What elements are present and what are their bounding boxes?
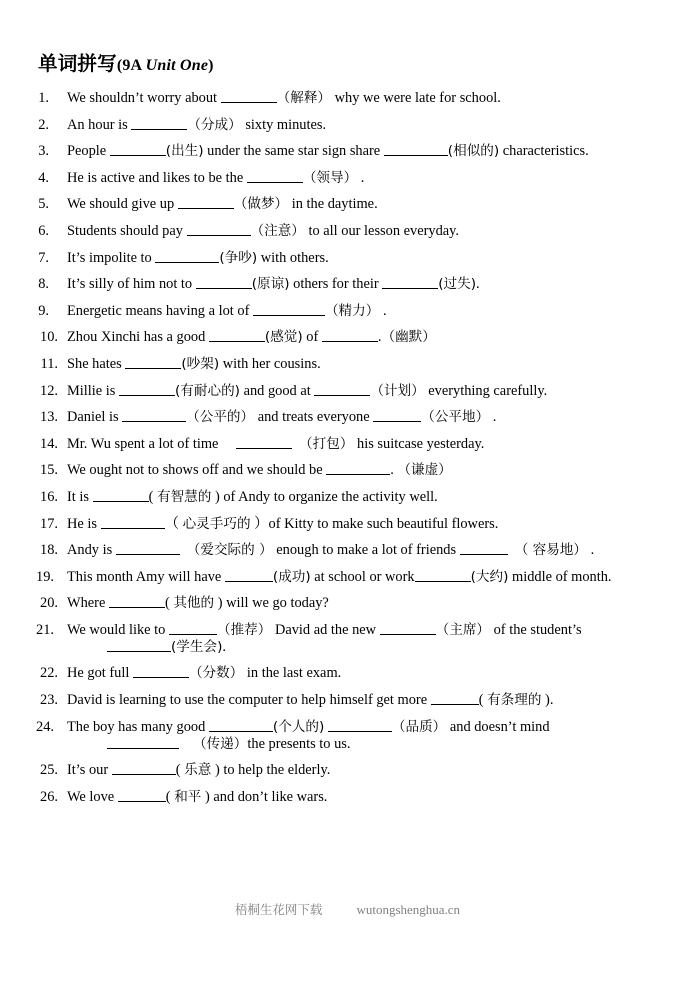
sentence-fragment: characteristics. <box>499 143 589 160</box>
chinese-hint: (相似的) <box>447 143 500 160</box>
sentence-fragment: middle of month. <box>508 568 612 585</box>
question-text <box>67 170 658 187</box>
sentence-fragment: . <box>357 169 365 186</box>
chinese-hint: 心灵手巧的 <box>182 515 251 532</box>
question-item <box>36 143 658 160</box>
chinese-hint: （分成） <box>187 116 242 133</box>
question-number: 4. <box>38 169 49 186</box>
chinese-hint: （打包） <box>299 435 354 452</box>
answer-blank[interactable] <box>155 250 219 263</box>
question-item <box>36 692 658 709</box>
question-number: 22. <box>40 665 58 682</box>
sentence-fragment: Zhou Xinchi has a good <box>67 329 209 346</box>
sentence-fragment: ( <box>165 788 175 805</box>
sentence-fragment: to all our lesson everyday. <box>304 222 460 239</box>
question-item <box>36 489 658 506</box>
chinese-hint: （分数） <box>188 665 244 682</box>
question-item <box>36 170 658 187</box>
chinese-hint: （精力） <box>324 302 380 319</box>
sentence-fragment: Energetic means having a lot of <box>67 302 253 319</box>
question-text <box>67 117 658 134</box>
sentence-fragment: Andy is <box>67 542 116 559</box>
question-number: 8. <box>38 276 49 293</box>
sentence-fragment: with her cousins. <box>219 355 321 372</box>
sentence-fragment: This month Amy will have <box>67 568 225 585</box>
chinese-hint: (成功) <box>272 568 311 585</box>
sentence-fragment: We ought not to shows off and we should be <box>67 462 327 479</box>
question-item <box>36 665 658 682</box>
sentence-fragment: We would like to <box>67 621 169 638</box>
chinese-hint: 其他的 <box>173 595 215 612</box>
answer-blank[interactable] <box>196 276 252 289</box>
question-number: 23. <box>40 692 58 709</box>
sentence-fragment: the presents to us. <box>247 735 351 752</box>
chinese-hint: （计划） <box>370 382 425 399</box>
question-number: 20. <box>40 595 58 612</box>
chinese-hint: （解释） <box>276 90 332 106</box>
sentence-fragment: . <box>489 409 497 426</box>
question-list <box>36 90 658 815</box>
question-text <box>67 356 658 373</box>
chinese-hint: （幽默） <box>381 329 436 346</box>
answer-blank[interactable] <box>380 622 436 635</box>
sentence-fragment: ). <box>541 692 554 709</box>
question-text <box>67 436 658 453</box>
page-footer <box>0 900 695 918</box>
sentence-fragment: Where <box>67 595 109 612</box>
question-item <box>36 329 658 346</box>
answer-blank[interactable] <box>221 90 277 103</box>
chinese-hint: （推荐） <box>216 621 272 638</box>
question-number: 26. <box>40 788 58 805</box>
chinese-hint: （公平的） <box>186 409 255 426</box>
chinese-hint: 和平 <box>174 788 202 805</box>
sentence-fragment: It’s silly of him not to <box>67 276 196 293</box>
question-number: 9. <box>38 302 49 319</box>
question-item <box>36 719 658 753</box>
question-number: 14. <box>40 435 58 452</box>
chinese-hint: 有智慧的 <box>156 488 212 505</box>
question-item <box>36 117 658 134</box>
question-number: 21. <box>36 621 54 638</box>
sentence-fragment: with others. <box>257 249 329 266</box>
answer-blank[interactable] <box>415 569 471 582</box>
answer-blank[interactable] <box>93 489 149 502</box>
question-number: 19. <box>36 568 54 585</box>
question-number: 12. <box>40 382 58 399</box>
question-item <box>36 303 658 320</box>
page-title <box>38 52 214 76</box>
chinese-hint: (感觉) <box>264 329 303 346</box>
sentence-fragment: It’s impolite to <box>67 249 156 266</box>
question-text <box>67 329 658 346</box>
answer-blank[interactable] <box>373 409 421 422</box>
question-text <box>67 569 658 586</box>
answer-blank[interactable] <box>178 196 234 209</box>
question-number: 24. <box>36 718 54 735</box>
question-text <box>67 276 658 293</box>
sentence-fragment: ( <box>478 692 488 709</box>
chinese-hint: （爱交际的 ） <box>186 542 273 559</box>
sentence-fragment: his suitcase yesterday. <box>353 435 485 452</box>
answer-blank[interactable] <box>107 736 179 749</box>
chinese-hint: （ 容易地） <box>514 542 587 559</box>
sentence-fragment: He is active and likes to be the <box>67 169 247 186</box>
question-text <box>67 250 658 267</box>
chinese-hint: （主席） <box>435 621 491 638</box>
answer-blank[interactable] <box>382 276 438 289</box>
question-text <box>67 516 658 533</box>
answer-blank[interactable] <box>122 409 186 422</box>
answer-blank[interactable] <box>110 143 166 156</box>
sentence-fragment: We should give up <box>67 196 178 213</box>
sentence-fragment: Mr. Wu spent a lot of time <box>67 435 223 452</box>
question-item <box>36 383 658 400</box>
sentence-fragment: David ad the new <box>271 621 380 638</box>
sentence-fragment: ) to help the elderly. <box>211 762 331 779</box>
question-text <box>67 462 658 479</box>
chinese-hint: (个人的) <box>272 718 325 735</box>
sentence-fragment: in the last exam. <box>243 665 342 682</box>
sentence-fragment: . <box>476 276 480 293</box>
question-text <box>67 489 658 506</box>
chinese-hint: (过失) <box>438 276 477 293</box>
chinese-hint: （领导） <box>302 169 358 186</box>
question-text <box>67 542 658 559</box>
sentence-fragment: We shouldn’t worry about <box>67 90 221 106</box>
question-item <box>36 196 658 213</box>
question-item <box>36 789 658 806</box>
answer-blank[interactable] <box>118 789 166 802</box>
sentence-fragment: Millie is <box>67 382 119 399</box>
chinese-hint: 有条理的 <box>487 692 542 709</box>
answer-blank[interactable] <box>236 436 292 449</box>
answer-blank[interactable] <box>209 719 273 732</box>
answer-blank[interactable] <box>328 719 392 732</box>
question-item <box>36 356 658 373</box>
chinese-hint: (争吵) <box>219 249 258 266</box>
page-title-level: 9A <box>122 57 142 74</box>
question-item <box>36 516 658 533</box>
chinese-hint: （品质） <box>391 718 447 735</box>
sentence-fragment: Students should pay <box>67 222 187 239</box>
question-number: 16. <box>40 488 58 505</box>
question-number: 17. <box>40 515 58 532</box>
answer-blank[interactable] <box>326 462 390 475</box>
chinese-hint: (大约) <box>470 568 509 585</box>
sentence-fragment: . <box>379 302 387 319</box>
question-text <box>67 789 658 806</box>
chinese-hint: （传递） <box>193 735 248 752</box>
sentence-fragment: and good at <box>239 382 315 399</box>
answer-blank[interactable] <box>314 383 370 396</box>
question-text <box>67 196 658 213</box>
question-text <box>67 303 658 320</box>
sentence-fragment: and treats everyone <box>254 409 374 426</box>
chinese-hint: (有耐心的) <box>174 382 240 399</box>
chinese-hint: (吵架) <box>181 355 220 372</box>
sentence-fragment: ( <box>175 762 185 779</box>
question-item <box>36 622 658 656</box>
chinese-hint: （做梦） <box>233 196 289 213</box>
question-text <box>67 622 658 656</box>
sentence-fragment: . <box>377 329 382 346</box>
answer-blank[interactable] <box>431 692 479 705</box>
chinese-hint: 乐意 <box>184 762 212 779</box>
question-number: 1. <box>38 90 49 106</box>
sentence-fragment: ) will we go today? <box>214 595 329 612</box>
answer-blank[interactable] <box>116 542 180 555</box>
question-text <box>67 595 658 612</box>
sentence-fragment: Daniel is <box>67 409 123 426</box>
answer-blank[interactable] <box>187 223 251 236</box>
sentence-fragment: of <box>302 329 322 346</box>
question-item <box>36 223 658 240</box>
answer-blank[interactable] <box>125 356 181 369</box>
question-item <box>36 409 658 426</box>
answer-blank[interactable] <box>322 329 378 342</box>
question-number: 10. <box>40 329 58 346</box>
question-text <box>67 692 658 709</box>
answer-blank[interactable] <box>247 170 303 183</box>
chinese-hint: （公平地） <box>421 409 490 426</box>
sentence-fragment: of the student’s <box>490 621 582 638</box>
sentence-fragment: . <box>587 542 595 559</box>
sentence-fragment: We love <box>67 788 118 805</box>
sentence-fragment: why we were late for school. <box>331 90 501 106</box>
sentence-fragment: An hour is <box>67 116 132 133</box>
question-text <box>67 665 658 682</box>
question-text <box>67 383 658 400</box>
sentence-fragment: The boy has many good <box>67 718 209 735</box>
answer-blank[interactable] <box>101 516 165 529</box>
question-number: 15. <box>40 462 58 479</box>
question-number: 7. <box>38 249 49 266</box>
question-item <box>36 276 658 293</box>
question-number: 2. <box>38 116 49 133</box>
chinese-hint: (学生会) <box>171 638 223 655</box>
sentence-fragment: enough to make a lot of friends <box>272 542 460 559</box>
answer-blank[interactable] <box>253 303 325 316</box>
question-number: 18. <box>40 542 58 559</box>
sentence-fragment: others for their <box>289 276 383 293</box>
question-number: 6. <box>38 222 49 239</box>
question-item <box>36 436 658 453</box>
answer-blank[interactable] <box>119 383 175 396</box>
sentence-fragment: . <box>390 462 398 479</box>
question-item <box>36 595 658 612</box>
question-text <box>67 90 658 107</box>
chinese-hint: (原谅) <box>251 276 290 293</box>
sentence-fragment: It is <box>67 488 93 505</box>
sentence-fragment: ( <box>164 595 174 612</box>
question-item <box>36 542 658 559</box>
question-text <box>67 223 658 240</box>
sentence-fragment: under the same star sign share <box>203 143 384 160</box>
sentence-fragment: sixty minutes. <box>241 116 327 133</box>
question-item <box>36 762 658 779</box>
question-item <box>36 462 658 479</box>
answer-blank[interactable] <box>107 639 171 652</box>
sentence-fragment: ) of Andy to organize the activity well. <box>211 488 438 505</box>
question-text <box>67 409 658 426</box>
page-title-paren-close: ) <box>208 57 214 74</box>
answer-blank[interactable] <box>384 143 448 156</box>
page-title-chinese: 单词拼写 <box>38 52 117 75</box>
question-number: 5. <box>38 196 49 213</box>
sentence-fragment: ( <box>148 488 157 505</box>
page-title-unit: Unit One <box>145 57 209 74</box>
question-item <box>36 90 658 107</box>
answer-blank[interactable] <box>112 762 176 775</box>
sentence-fragment: in the daytime. <box>288 196 378 213</box>
sentence-fragment: She hates <box>67 355 126 372</box>
sentence-fragment: . <box>222 638 226 655</box>
answer-blank[interactable] <box>133 665 189 678</box>
chinese-hint: （注意） <box>250 222 305 239</box>
sentence-fragment: ）of Kitty to make such beautiful flowers. <box>250 515 499 532</box>
question-number: 25. <box>40 762 58 779</box>
answer-blank[interactable] <box>131 117 187 130</box>
question-text <box>67 762 658 779</box>
answer-blank[interactable] <box>209 329 265 342</box>
sentence-fragment: and doesn’t mind <box>446 718 550 735</box>
sentence-fragment: David is learning to use the computer to help himself get more <box>67 692 431 709</box>
question-item <box>36 250 658 267</box>
question-text <box>67 143 658 160</box>
answer-blank[interactable] <box>225 569 273 582</box>
question-number: 3. <box>38 143 49 160</box>
answer-blank[interactable] <box>109 595 165 608</box>
page-title-paren-open: ( <box>116 57 123 74</box>
footer-site-name: 梧桐生花网下载 <box>234 902 323 917</box>
sentence-fragment: He is <box>67 515 101 532</box>
question-text <box>67 719 658 753</box>
chinese-hint: （谦虚） <box>397 462 452 479</box>
answer-blank[interactable] <box>169 622 217 635</box>
footer-url: wutongshenghua.cn <box>356 902 461 917</box>
question-number: 13. <box>40 409 58 426</box>
sentence-fragment: He got full <box>67 665 133 682</box>
answer-blank[interactable] <box>460 542 508 555</box>
question-item <box>36 569 658 586</box>
sentence-fragment: ) and don’t like wars. <box>201 788 328 805</box>
sentence-fragment: （ <box>164 515 183 532</box>
chinese-hint: (出生) <box>165 143 204 160</box>
sentence-fragment: everything carefully. <box>424 382 548 399</box>
sentence-fragment: at school or work <box>310 568 415 585</box>
sentence-fragment: It’s our <box>67 762 112 779</box>
question-number: 11. <box>40 355 58 372</box>
sentence-fragment: People <box>67 143 110 160</box>
